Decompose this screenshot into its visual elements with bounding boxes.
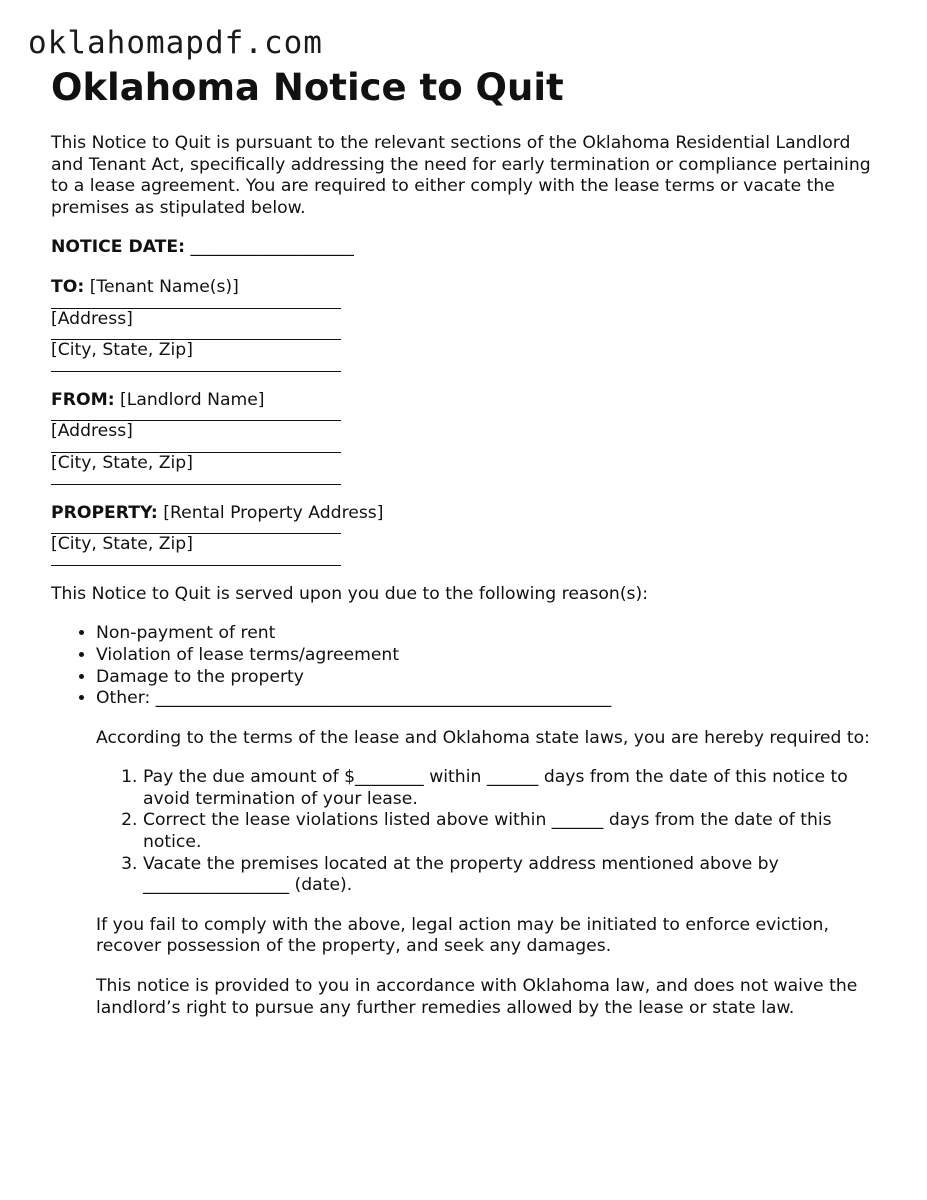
reasons-intro: This Notice to Quit is served upon you due to the following reason(s):: [51, 583, 648, 604]
to-label: TO:: [51, 276, 85, 297]
landlord-city-placeholder: [City, State, Zip]: [51, 452, 193, 473]
document-title: Oklahoma Notice to Quit: [51, 66, 564, 109]
property-label: PROPERTY:: [51, 502, 158, 523]
notice-date-label: NOTICE DATE:: [51, 237, 186, 258]
reason-item-other: • Other: _____________________________________________________: [96, 688, 881, 710]
property-address-placeholder: [Rental Property Address]: [163, 502, 384, 523]
tenant-name-line[interactable]: [51, 299, 341, 309]
tenant-name-placeholder: [Tenant Name(s)]: [89, 276, 239, 297]
to-section: [51, 277, 881, 372]
from-section: [51, 390, 881, 485]
notice-document: [51, 66, 881, 1019]
landlord-name-line[interactable]: [51, 411, 341, 421]
intro-paragraph: This Notice to Quit is pursuant to the relevant sections of the Oklahoma Residential Landlord and Tenant Act, specifically addressing the need for early termination or compliance pertaining to a lease agreement. You are required to either comply with the lease terms or vacate the premises as stipulated below.: [51, 133, 871, 218]
tenant-city-line[interactable]: [51, 362, 341, 372]
landlord-address-placeholder: [Address]: [51, 421, 133, 442]
failure-paragraph: If you fail to comply with the above, legal action may be initiated to enforce eviction, recover possession of the property, and seek any damages.: [96, 914, 829, 957]
landlord-city-line[interactable]: [51, 475, 341, 485]
reasons-list: [51, 623, 881, 709]
step-correct: 2. Correct the lease violations listed above within ______ days from the date of this notice.: [143, 810, 881, 853]
step-vacate: 3. Vacate the premises located at the property address mentioned above by _________________ (date).: [143, 854, 881, 897]
requirements-intro: According to the terms of the lease and Oklahoma state laws, you are hereby required to:: [96, 727, 870, 748]
reason-item-damage: • Damage to the property: [96, 667, 881, 689]
property-city-line[interactable]: [51, 556, 341, 566]
step-pay: 1. Pay the due amount of $________ within ______ days from the date of this notice to avoid termination of your lease.: [143, 767, 881, 810]
from-label: FROM:: [51, 389, 115, 410]
site-watermark: oklahomapdf.com: [28, 25, 323, 61]
landlord-name-placeholder: [Landlord Name]: [120, 389, 265, 410]
property-address-line[interactable]: [51, 524, 341, 534]
notice-date-blank[interactable]: ___________________: [190, 237, 354, 258]
notice-date-row: [51, 237, 881, 259]
tenant-address-line[interactable]: [51, 330, 341, 340]
landlord-address-line[interactable]: [51, 443, 341, 453]
tenant-city-placeholder: [City, State, Zip]: [51, 340, 193, 361]
tenant-address-placeholder: [Address]: [51, 308, 133, 329]
reason-item-violation: • Violation of lease terms/agreement: [96, 645, 881, 667]
property-section: [51, 503, 881, 566]
reason-item-nonpayment: • Non-payment of rent: [96, 623, 881, 645]
requirements-list: [51, 767, 881, 897]
closing-paragraph: This notice is provided to you in accordance with Oklahoma law, and does not waive the landlord’s right to pursue any further remedies allowed by the lease or state law.: [96, 976, 858, 1018]
property-city-placeholder: [City, State, Zip]: [51, 534, 193, 555]
